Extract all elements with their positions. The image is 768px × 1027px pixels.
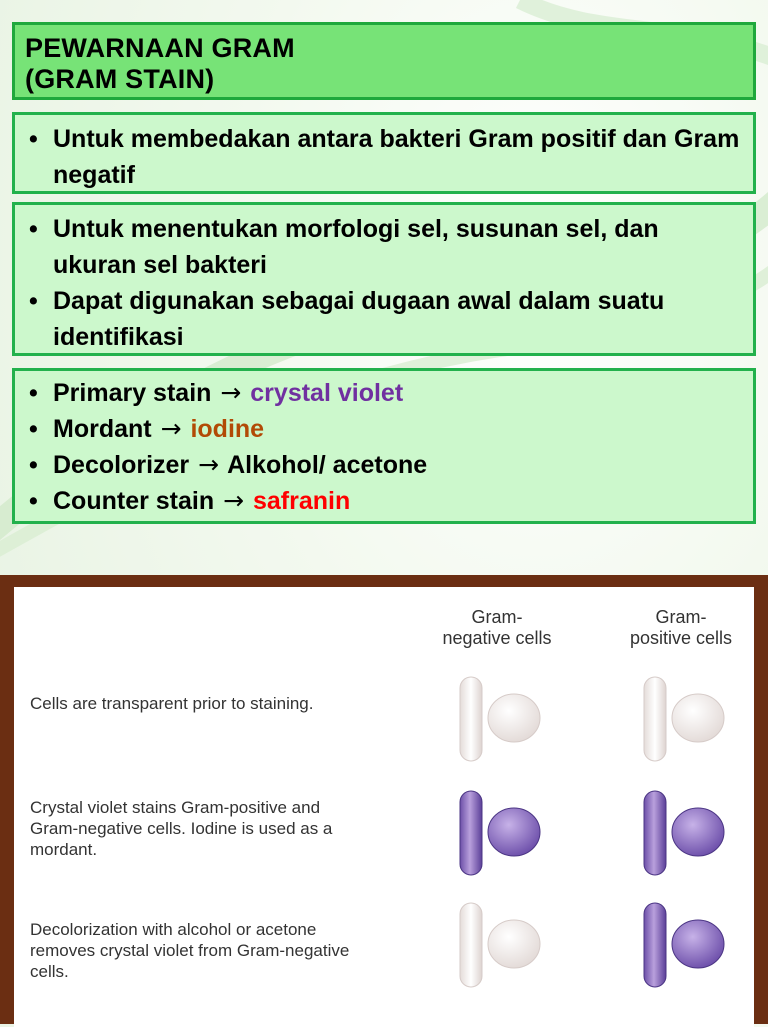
title-line-1: PEWARNAAN GRAM bbox=[25, 33, 295, 63]
coccus-cell-positive-unstained bbox=[672, 694, 724, 742]
arrow-icon: → bbox=[160, 414, 182, 443]
reagent-value: safranin bbox=[252, 487, 351, 515]
bullet-morphology: • Untuk menentukan morfologi sel, susunan sel, dan ukuran sel bakteri bbox=[29, 211, 743, 283]
row-1-description: Cells are transparent prior to staining. bbox=[30, 694, 314, 713]
reagent-value: crystal violet bbox=[250, 379, 404, 407]
reagent-mordant bbox=[29, 411, 743, 447]
reagent-value: Alkohol/ acetone bbox=[227, 451, 428, 479]
reagent-label: Counter stain bbox=[53, 487, 215, 515]
column-header-negative: Gram-negative cells bbox=[442, 607, 552, 648]
arrow-icon: → bbox=[223, 486, 245, 515]
coccus-cell-negative-unstained bbox=[488, 920, 540, 968]
row-2-description: Crystal violet stains Gram-positive and Gram-negative cells. Iodine is used as a mordant. bbox=[30, 798, 333, 859]
arrow-icon: → bbox=[198, 450, 220, 479]
rod-cell-negative-purple bbox=[460, 791, 482, 875]
reagent-value: iodine bbox=[190, 415, 265, 443]
reagents-box bbox=[12, 368, 756, 524]
figure-panel bbox=[14, 587, 754, 1027]
rod-cell-positive-unstained bbox=[644, 677, 666, 761]
bullet-purpose: • Untuk membedakan antara bakteri Gram positif dan Gram negatif bbox=[29, 121, 743, 193]
column-header-positive: Gram-positive cells bbox=[629, 607, 733, 648]
uses-box bbox=[12, 202, 756, 356]
bullet-identification: • Dapat digunakan sebagai dugaan awal dalam suatu identifikasi bbox=[29, 283, 743, 355]
rod-cell-positive-purple bbox=[644, 903, 666, 987]
arrow-icon: → bbox=[220, 378, 242, 407]
coccus-cell-positive-purple bbox=[672, 920, 724, 968]
rod-cell-positive-purple bbox=[644, 791, 666, 875]
reagent-label: Primary stain bbox=[53, 379, 212, 407]
gram-stain-figure bbox=[0, 575, 768, 1024]
cells-illustration bbox=[14, 587, 754, 1027]
purpose-box bbox=[12, 112, 756, 194]
reagent-decolorizer bbox=[29, 447, 743, 483]
row-3-description: Decolorization with alcohol or acetone removes crystal violet from Gram-negative cells. bbox=[30, 920, 350, 981]
title-line-2: (GRAM STAIN) bbox=[25, 64, 215, 94]
rod-cell-negative-unstained bbox=[460, 903, 482, 987]
reagent-label: Mordant bbox=[53, 415, 152, 443]
reagent-label: Decolorizer bbox=[53, 451, 190, 479]
coccus-cell-negative-unstained bbox=[488, 694, 540, 742]
rod-cell-negative-unstained bbox=[460, 677, 482, 761]
reagent-primary-stain bbox=[29, 375, 743, 411]
title-box bbox=[12, 22, 756, 100]
coccus-cell-positive-purple bbox=[672, 808, 724, 856]
reagent-counter-stain bbox=[29, 483, 743, 519]
coccus-cell-negative-purple bbox=[488, 808, 540, 856]
